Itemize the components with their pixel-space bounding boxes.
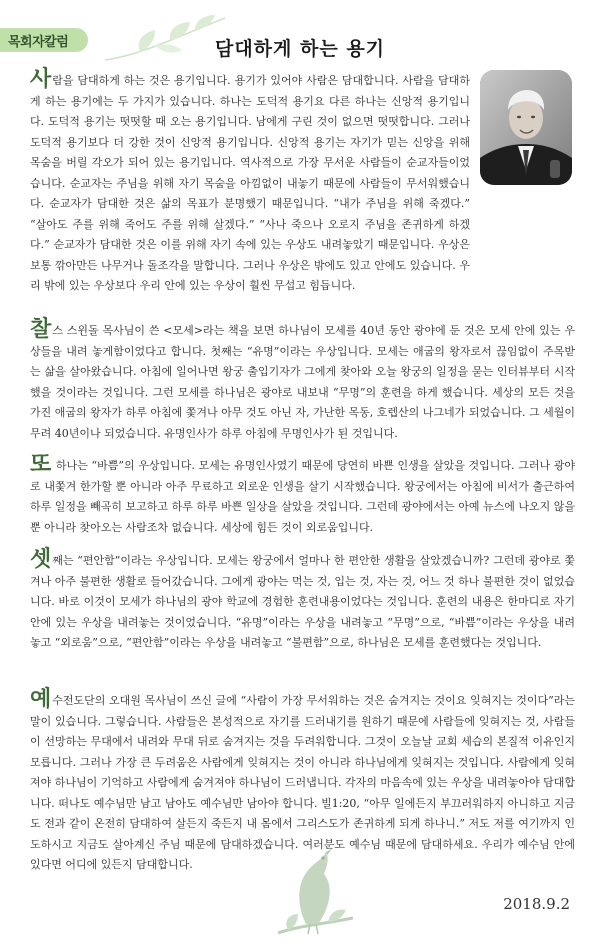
paragraph-text: 째는 “편안함”이라는 우상입니다. 모세는 왕궁에서 얼마나 한 편안한 생활을 살았겠습니까? 그런데 광야로 쫓겨나 아주 불편한 생활로 들어갔습니다. 그에게 광야는 먹는 것, 입는 것, 자는 것, 어느 것 하나 불편한 것이 없었습니다. 바로 이것이 모세가 하나님의 광야 학교에 경험한 훈련내용이었다는 것입니다. 훈련의 내용은 한마디로 자기 안에 있는 우상을 내려놓는 것이었습니다. “유명”이라는 우상을 내려놓고 “무명”으로, “바쁨”이라는 우상을 내려놓고 “외로움”으로, “편안함”이라는 우상을 내려놓고 “불편함”으로, 하나님은 모세를 훈련했다는 것입니다.: [30, 554, 575, 649]
drop-cap: 사: [30, 67, 52, 92]
pastor-portrait: [480, 70, 572, 185]
paragraph-text: 람을 담대하게 하는 것은 용기입니다. 용기가 있어야 사람은 담대합니다. 사람을 담대하게 하는 용기에는 두 가지가 있습니다. 하나는 도덕적 용기요 다른 하나는 신앙적 용기입니다. 도덕적 용기는 떳떳할 때 오는 용기입니다. 남에게 구린 것이 없으면 떳떳합니다. 그러나 도덕적 용기보다 더 강한 것이 신앙적 용기입니다. 신앙적 용기는 자기가 믿는 신앙을 위해 목숨을 버릴 각오가 되어 있는 용기입니다. 역사적으로 가장 무서운 사람들이 순교자들이었습니다. 순교자는 주님을 위해 자기 목숨을 아낌없이 내놓기 때문에 사람들이 무서워했습니다. 순교자가 담대한 것은 삶의 목표가 분명했기 때문입니다. “내가 주님을 위해 죽겠다.” “살아도 주를 위해 죽어도 주를 위해 살겠다.” “사나 죽으나 오로지 주님을 존귀하게 하겠다.” 순교자가 담대한 것은 이를 위해 자기 속에 있는 우상도 내려놓았기 때문입니다. 우상은 보통 깎아만든 나무거나 돌조각을 말합니다. 그러나 우상은 밖에도 있고 안에도 있습니다. 우리 밖에 있는 우상보다 우리 안에 있는 우상이 훨씬 무섭고 힘듭니다.: [30, 74, 470, 292]
section-tag-label: 목회자칼럼: [8, 35, 69, 50]
column-date: 2018.9.2: [503, 895, 570, 913]
paragraph-text: 하나는 “바쁨”의 우상입니다. 모세는 유명인사였기 때문에 당연히 바쁜 인생을 살았을 것입니다. 그러나 광야로 내쫓겨 한가할 뿐 아니라 아주 무료하고 외로운 인생을 살기 시작했습니다. 왕궁에서는 아침에 비서가 출근하여 하루 일정을 빼곡히 보고하고 하루 하루 바쁜 일상을 살았을 것입니다. 그런데 광야에서는 아예 뉴스에 나오지 않을 뿐 아니라 찾아오는 사람조차 없습니다. 세상에 힘든 것이 외로움입니다.: [30, 459, 575, 534]
paragraph-3: [30, 452, 575, 538]
paragraph-text: 수전도단의 오대원 목사님이 쓰신 글에 “사람이 가장 무서워하는 것은 숨겨지는 것이요 잊혀지는 것이다”라는 말이 있습니다. 그렇습니다. 사람들은 본성적으로 자기를 드러내기를 원하기 때문에 사람들에 잊혀지는 것, 사람들이 선망하는 무대에서 내려와 무대 뒤로 숨겨지는 것을 두려워합니다. 그것이 오늘날 교회 세습의 본질적 이유인지 모릅니다. 그러나 가장 큰 두려움은 사람에게 잊혀지는 것이 아니라 하나님에게 잊혀지는 것입니다. 사람에게 잊혀져야 하나님이 기억하고 사람에게 숨겨져야 하나님이 드러냅니다. 각자의 마음속에 있는 우상을 내려놓아야 담대합니다. 떠나도 예수님만 남고 남아도 예수님만 남아야 합니다. 빌1:20, “아무 일에든지 부끄러워하지 아니하고 지금도 전과 같이 온전히 담대하여 살든지 죽든지 내 몸에서 그리스도가 존귀하게 되게 하나니.” 저도 저를 여기까지 인도하시고 지금도 살아계신 주님 때문에 담대하겠습니다. 여러분도 예수님 때문에 담대하세요. 우리가 예수님 안에 있다면 어디에 있든지 담대합니다.: [30, 694, 575, 871]
page-title: 담대하게 하는 용기: [214, 38, 386, 60]
drop-cap: 셋: [30, 547, 52, 572]
paragraph-1: [30, 67, 470, 297]
paragraph-text: 스 스윈돌 목사님이 쓴 <모세>라는 책을 보면 하나님이 모세를 40년 동안 광야에 둔 것은 모세 안에 있는 우상들을 내려 놓게함이었다고 합니다. 첫째는 “유명”이라는 우상입니다. 모세는 애굽의 왕자로서 끊임없이 주목받는 삶을 살아왔습니다. 아침에 일어나면 왕궁 출입기자가 그에게 찾아와 오늘 왕궁의 일정을 묻는 인터뷰부터 시작했을 것이라는 것입니다. 그런 모세를 하나님은 광야로 내보내 “무명”의 훈련을 하게 했습니다. 세상의 모든 것을 가진 애굽의 왕자가 하루 아침에 쫓겨나 아무 것도 아닌 자, 가난한 목동, 호렙산의 나그네가 되었습니다. 그 세월이 무려 40년이나 되었습니다. 유명인사가 하루 아침에 무명인사가 된 것입니다.: [30, 324, 575, 440]
drop-cap: 예: [30, 687, 52, 712]
paragraph-2: [30, 317, 575, 444]
bird-on-branch-icon: [268, 838, 358, 943]
drop-cap: 찰: [30, 317, 52, 342]
paragraph-4: [30, 547, 575, 654]
drop-cap: 또: [30, 452, 52, 477]
